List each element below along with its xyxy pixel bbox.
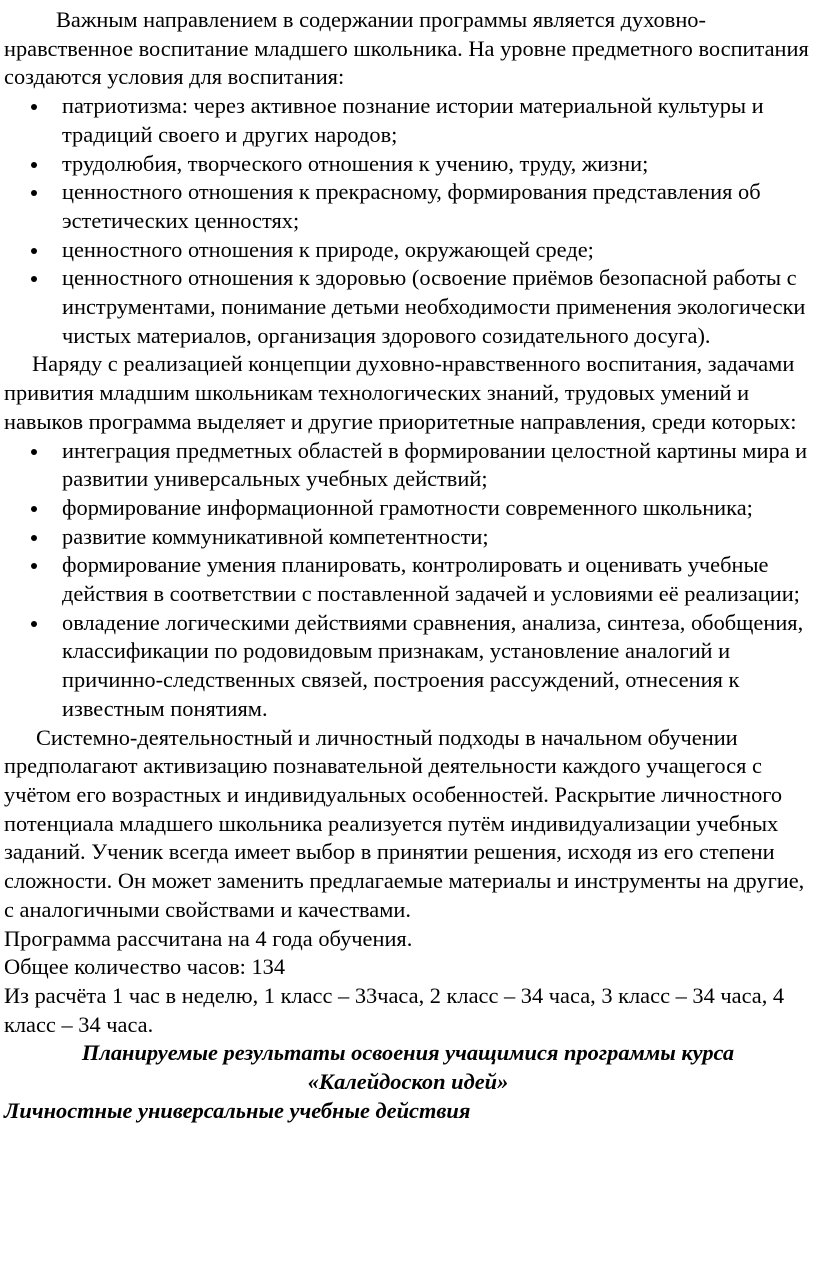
bullet-icon [31,190,37,196]
hours-line: Общее количество часов: 134 [4,954,286,980]
list-item: патриотизма: через активное познание истории материальной культуры и традиций своего и других народов; [4,92,812,149]
list-item: ценностного отношения к природе, окружающей среде; [4,236,812,265]
results-heading-line1: Планируемые результаты освоения учащимися программы курса [81,1040,735,1066]
upbringing-list [4,92,812,350]
intro-paragraph: Важным направлением в содержании программы является духовно-нравственное воспитание младшего школьника. На уровне предметного воспитания создаются условия для воспитания: [4,7,809,90]
results-heading [4,1039,812,1096]
calculation-line: Из расчёта 1 час в неделю, 1 класс – 33часа, 2 класс – 34 часа, 3 класс – 34 часа, 4 класс – 34 часа. [4,982,785,1037]
list-item: формирование умения планировать, контролировать и оценивать учебные действия в соответствии с поставленной задачей и условиями её реализации; [4,551,812,608]
bullet-icon [31,248,37,254]
bullet-icon [31,621,37,627]
results-heading-line2: «Калейдоскоп идей» [307,1069,509,1095]
bullet-icon [31,563,37,569]
personal-actions-subheading: Личностные универсальные учебные действия [4,1097,471,1123]
list-item: овладение логическими действиями сравнения, анализа, синтеза, обобщения, классификации по родовидовым признакам, установление аналогий и причинно-следственных связей, построения рассуждений, отнесения к известным понятиям. [4,609,812,724]
duration-line: Программа рассчитана на 4 года обучения. [4,925,413,951]
list-item: трудолюбия, творческого отношения к учению, труду, жизни; [4,150,812,179]
bullet-icon [31,276,37,282]
bullet-icon [31,162,37,168]
list-item: ценностного отношения к здоровью (освоение приёмов безопасной работы с инструментами, понимание детьми необходимости применения экологически чистых материалов, организация здорового созидательного досуга). [4,264,812,350]
list-item: ценностного отношения к прекрасному, формирования представления об эстетических ценностях; [4,178,812,235]
bullet-icon [31,449,37,455]
bullet-icon [31,506,37,512]
approaches-paragraph: Системно-деятельностный и личностный подходы в начальном обучении предполагают активизацию познавательной деятельности каждого учащегося с учётом его возрастных и индивидуальных особенностей. Раскрытие личностного потенциала младшего школьника реализуется путём индивидуализации учебных заданий. Ученик всегда имеет выбор в принятии решения, исходя из его степени сложности. Он может заменить предлагаемые материалы и инструменты на другие, с аналогичными свойствами и качествами. [4,724,805,922]
bullet-icon [31,535,37,541]
priorities-list [4,437,812,724]
list-item: развитие коммуникативной компетентности; [4,523,812,552]
priorities-paragraph: Наряду с реализацией концепции духовно-нравственного воспитания, задачами привития младшим школьникам технологических знаний, трудовых умений и навыков программа выделяет и другие приоритетные направления, среди которых: [4,351,797,434]
list-item: формирование информационной грамотности современного школьника; [4,494,812,523]
bullet-icon [31,104,37,110]
list-item: интеграция предметных областей в формировании целостной картины мира и развитии универсальных учебных действий; [4,437,812,494]
